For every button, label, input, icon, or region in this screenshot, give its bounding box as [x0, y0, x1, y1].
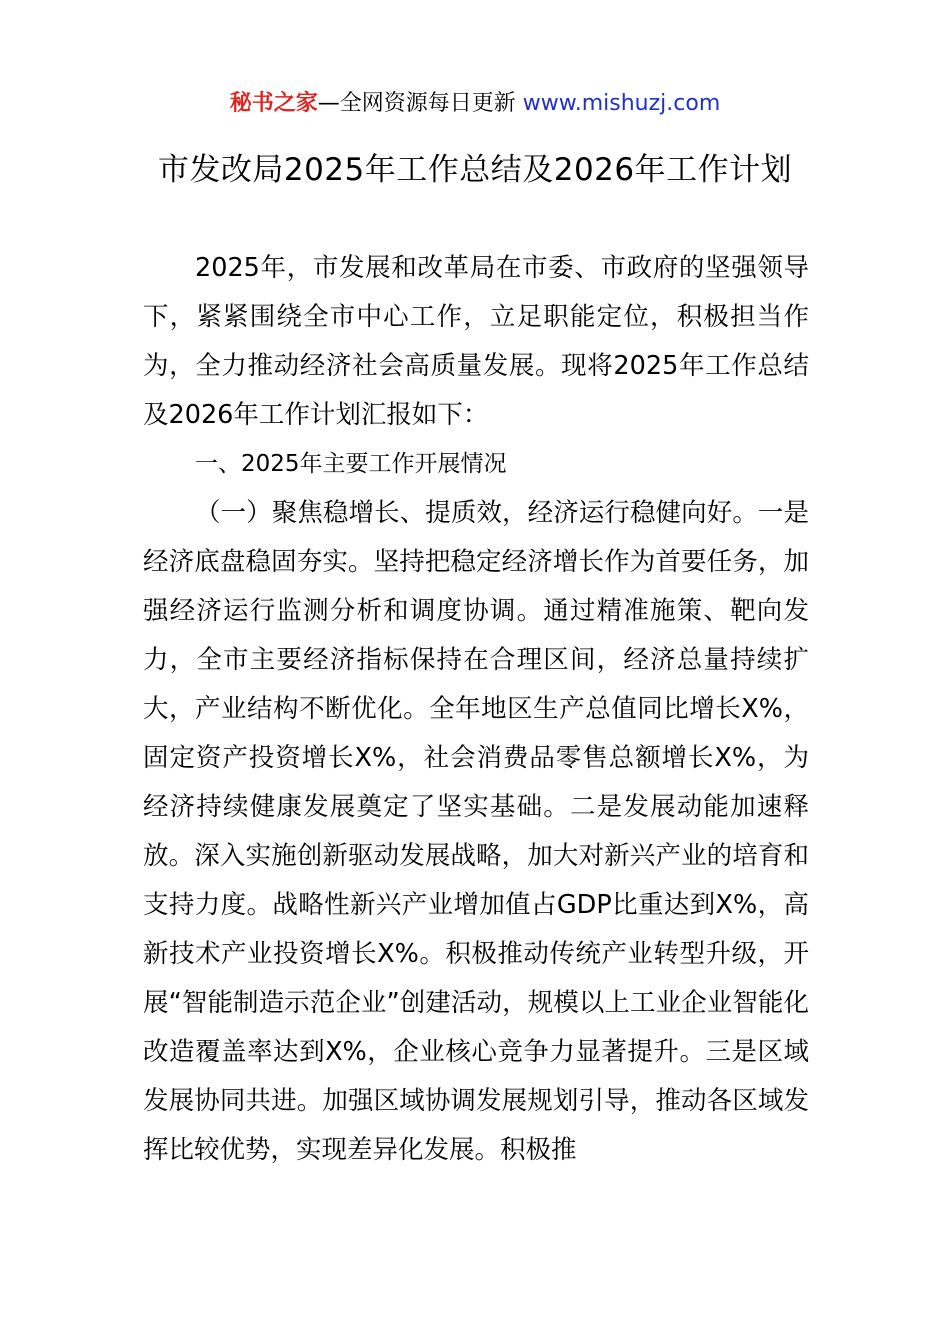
document-body: [143, 244, 809, 1175]
site-header: [0, 88, 950, 120]
section-heading: 一、2025年主要工作开展情况: [195, 451, 507, 477]
document-title: 市发改局2025年工作总结及2026年工作计划: [157, 152, 793, 188]
intro-paragraph: 2025年，市发展和改革局在市委、市政府的坚强领导下，紧紧围绕全市中心工作，立足职能定位，积极担当作为，全力推动经济社会高质量发展。现将2025年工作总结及2026年工作计划汇报如下：: [143, 253, 809, 430]
section-paragraph: （一）聚焦稳增长、提质效，经济运行稳健向好。一是经济底盘稳固夯实。坚持把稳定经济增长作为首要任务，加强经济运行监测分析和调度协调。通过精准施策、靶向发力，全市主要经济指标保持在合理区间，经济总量持续扩大，产业结构不断优化。全年地区生产总值同比增长X%，固定资产投资增长X%，社会消费品零售总额增长X%，为经济持续健康发展奠定了坚实基础。二是发展动能加速释放。深入实施创新驱动发展战略，加大对新兴产业的培育和支持力度。战略性新兴产业增加值占GDP比重达到X%，高新技术产业投资增长X%。积极推动传统产业转型升级，开展“智能制造示范企业”创建活动，规模以上工业企业智能化改造覆盖率达到X%，企业核心竞争力显著提升。三是区域发展协同共进。加强区域协调发展规划引导，推动各区域发挥比较优势，实现差异化发展。积极推: [143, 498, 809, 1165]
site-url-link[interactable]: www.mishuzj.com: [522, 91, 721, 116]
header-tagline: —全网资源每日更新: [317, 91, 516, 116]
brand-name: 秘书之家: [229, 91, 318, 116]
